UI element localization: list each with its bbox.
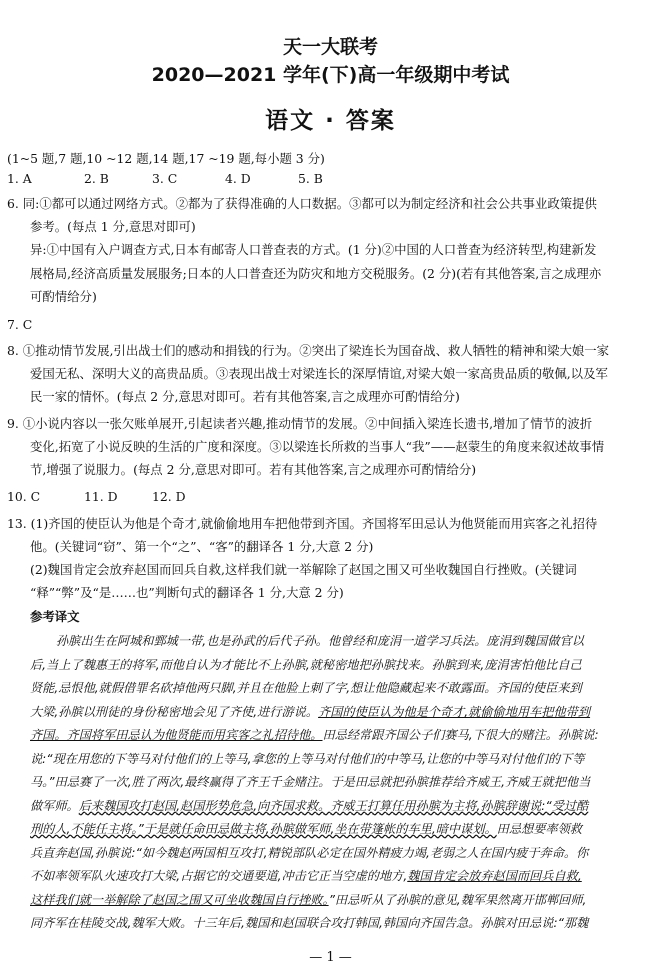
q13-line: (2)魏国肯定会放弃赵国而回兵自救,这样我们就一举解除了赵国之围又可坐收魏国自行挫败。(关键词 [30, 562, 577, 577]
q8-line: 8. ①推动情节发展,引出战士们的感动和捐钱的行为。②突出了梁连长为国奋战、救人牺牲的精神和梁大娘一家 [7, 343, 610, 358]
translation-line: 说:“现在用您的下等马对付他们的上等马,拿您的上等马对付他们的中等马,让您的中等马对付他们的下等 [30, 752, 585, 766]
translation-line [30, 869, 582, 884]
translation-underlined: 齐国的使臣认为他是个奇才,就偷偷地用车把他带到 [318, 705, 591, 719]
translation-line [30, 728, 599, 743]
page-number: — 1 — [309, 950, 352, 965]
translation-line: 马。”田忌赛了一次,胜了两次,最终赢得了齐王千金赌注。于是田忌就把孙膑推荐给齐威王,齐威王就把他当 [30, 775, 591, 789]
q6-line: 展格局,经济高质量发展服务;日本的人口普查还为防灾和地方交税服务。(2 分)(若有其他答案,言之成理亦 [30, 266, 602, 281]
q8-line: 爱国无私、深明大义的高贵品质。③表现出战士对梁连长的深厚情谊,对梁大娘一家高贵品质的敬佩,以及军 [30, 366, 608, 381]
answer-1: 1. A [7, 171, 32, 186]
answer-10: 10. C [7, 489, 41, 504]
translation-wavy: 后来魏国攻打赵国,赵国形势危急,向齐国求救。齐威王打算任用孙膑为主将,孙膑辞谢说:“受过酷 [78, 799, 589, 813]
q13-line: “释”“弊”及“是……也”判断句式的翻译各 1 分,大意 2 分) [30, 585, 344, 600]
q6-line: 可酌情给分) [30, 289, 97, 304]
translation-underlined: 这样我们就一举解除了赵国之围又可坐收魏国自行挫败。 [30, 893, 329, 907]
translation-text: 不如率领军队火速攻打大梁,占据它的交通要道,冲击它正当空虚的地方, [30, 869, 408, 883]
q9-line: 变化,拓宽了小说反映的生活的广度和深度。③以梁连长所救的当事人“我”——赵蒙生的角度来叙述故事情 [30, 439, 605, 454]
translation-line [30, 893, 586, 908]
q13-line: 13. (1)齐国的使臣认为他是个奇才,就偷偷地用车把他带到齐国。齐国将军田忌认为他贤能而用宾客之礼招待 [7, 516, 598, 531]
translation-underlined: 魏国肯定会放弃赵国而回兵自救, [407, 869, 582, 883]
reference-translation-heading: 参考译文 [30, 609, 80, 624]
subject-title: 语文 · 答案 [265, 108, 396, 134]
answer-12: 12. D [152, 489, 186, 504]
translation-line [30, 799, 588, 814]
q6-line: 异:①中国有入户调查方式,日本有邮寄人口普查表的方式。(1 分)②中国的人口普查为经济转型,构建新发 [30, 242, 597, 257]
translation-line: 兵直奔赵国,孙膑说:“如今魏赵两国相互攻打,精锐部队必定在国外精疲力竭,老弱之人在国内疲于奔命。你 [30, 846, 589, 860]
translation-line: 孙膑出生在阿城和鄄城一带,也是孙武的后代子孙。他曾经和庞涓一道学习兵法。庞涓到魏国做官以 [56, 634, 584, 648]
q9-line: 9. ①小说内容以一张欠账单展开,引起读者兴趣,推动情节的发展。②中间插入梁连长遗书,增加了情节的波折 [7, 416, 593, 431]
translation-line [30, 822, 582, 837]
answer-3: 3. C [152, 171, 178, 186]
translation-wavy: 刑的人,不能任主将。”于是就任命田忌做主将,孙膑做军师,坐在带篷帐的车里,暗中谋划。 [30, 822, 497, 836]
q7-answer: 7. C [7, 317, 33, 332]
exam-org-title: 天一大联考 [282, 36, 378, 58]
answer-5: 5. B [298, 171, 323, 186]
answer-4: 4. D [225, 171, 251, 186]
translation-text: 田忌想要率领救 [496, 822, 582, 836]
translation-text: ”田忌听从了孙膑的意见,魏军果然离开邯郸回师, [328, 893, 587, 907]
exam-title: 2020—2021 学年(下)高一年级期中考试 [151, 64, 510, 86]
translation-line: 贤能,忌恨他,就假借罪名砍掉他两只脚,并且在他脸上刺了字,想让他隐藏起来不敢露面。齐国的使臣来到 [30, 681, 582, 695]
scoring-note: (1~5 题,7 题,10 ~12 题,14 题,17 ~19 题,每小题 3 分) [7, 151, 325, 166]
q13-line: 他。(关键词“窃”、第一个“之”、“客”的翻译各 1 分,大意 2 分) [30, 539, 374, 554]
q6-line: 6. 同:①都可以通过网络方式。②都为了获得准确的人口数据。③都可以为制定经济和社会公共事业政策提供 [7, 196, 597, 211]
translation-underlined: 齐国。齐国将军田忌认为他贤能而用宾客之礼招待他。 [30, 728, 323, 742]
q8-line: 民一家的情怀。(每点 2 分,意思对即可。若有其他答案,言之成理亦可酌情给分) [30, 389, 460, 404]
translation-line: 同齐军在桂陵交战,魏军大败。十三年后,魏国和赵国联合攻打韩国,韩国向齐国告急。孙膑对田忌说:“那魏 [30, 916, 589, 930]
answer-11: 11. D [84, 489, 118, 504]
translation-line: 后,当上了魏惠王的将军,而他自认为才能比不上孙膑,就秘密地把孙膑找来。孙膑到来,庞涓害怕他比自己 [30, 658, 582, 672]
q9-line: 节,增强了说服力。(每点 2 分,意思对即可。若有其他答案,言之成理亦可酌情给分) [30, 462, 477, 477]
translation-text: 做军师。 [30, 799, 79, 813]
answer-2: 2. B [84, 171, 109, 186]
translation-text: 大梁,孙膑以刑徒的身份秘密地会见了齐使,进行游说。 [30, 705, 319, 719]
translation-text: 田忌经常跟齐国公子们赛马,下很大的赌注。孙膑说: [322, 728, 599, 742]
q6-line: 参考。(每点 1 分,意思对即可) [30, 219, 196, 234]
translation-line [30, 705, 590, 720]
